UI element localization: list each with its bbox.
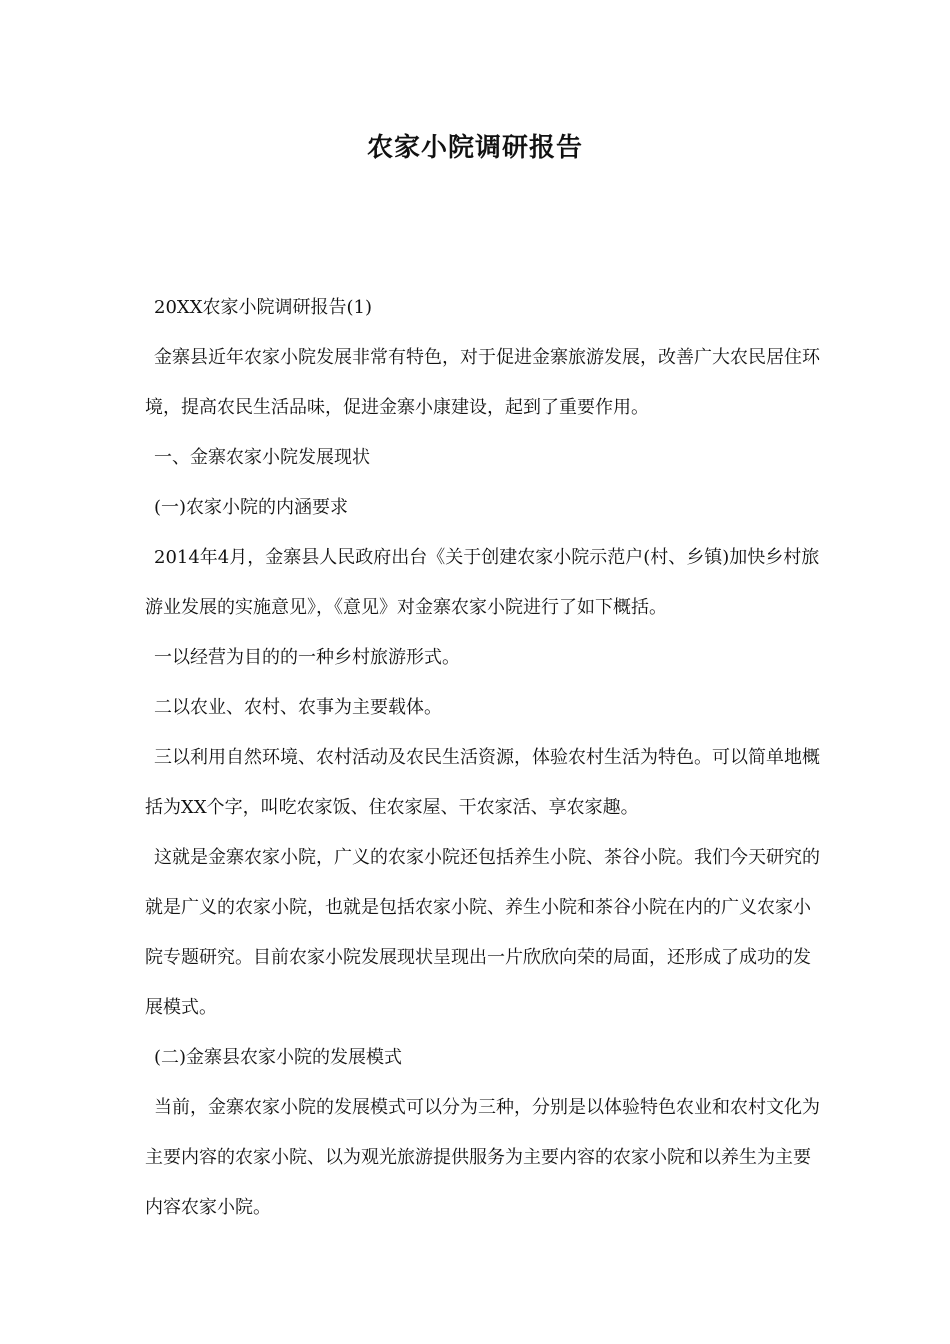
section-heading-status: 一、金寨农家小院发展现状: [154, 447, 370, 468]
subsection-heading-models: (二)金寨县农家小院的发展模式: [154, 1047, 403, 1068]
paragraph-point-three: 三以利用自然环境、农村活动及农民生活资源，体验农村生活为特色。可以简单地概括为XX个字，叫吃农家饭、住农家屋、干农家活、享农家趣。: [145, 747, 820, 818]
paragraph-point-two: 二以农业、农村、农事为主要载体。: [154, 697, 442, 718]
paragraph-policy: 2014年4月，金寨县人民政府出台《关于创建农家小院示范户(村、乡镇)加快乡村旅游业发展的实施意见》，《意见》对金寨农家小院进行了如下概括。: [145, 547, 820, 618]
paragraph-report-heading: 20XX农家小院调研报告(1): [154, 297, 373, 318]
document-body: [145, 283, 825, 1233]
paragraph-intro: 金寨县近年农家小院发展非常有特色，对于促进金寨旅游发展，改善广大农民居住环境，提高农民生活品味，促进金寨小康建设，起到了重要作用。: [145, 347, 820, 418]
paragraph-models: 当前，金寨农家小院的发展模式可以分为三种，分别是以体验特色农业和农村文化为主要内容的农家小院、以为观光旅游提供服务为主要内容的农家小院和以养生为主要内容农家小院。: [145, 1097, 820, 1218]
paragraph-broad-definition: 这就是金寨农家小院，广义的农家小院还包括养生小院、茶谷小院。我们今天研究的就是广义的农家小院，也就是包括农家小院、养生小院和茶谷小院在内的广义农家小院专题研究。目前农家小院发展现状呈现出一片欣欣向荣的局面，还形成了成功的发展模式。: [145, 847, 820, 1018]
paragraph-point-one: 一以经营为目的的一种乡村旅游形式。: [154, 647, 460, 668]
subsection-heading-connotation: (一)农家小院的内涵要求: [154, 497, 349, 518]
document-title: 农家小院调研报告: [366, 133, 583, 163]
